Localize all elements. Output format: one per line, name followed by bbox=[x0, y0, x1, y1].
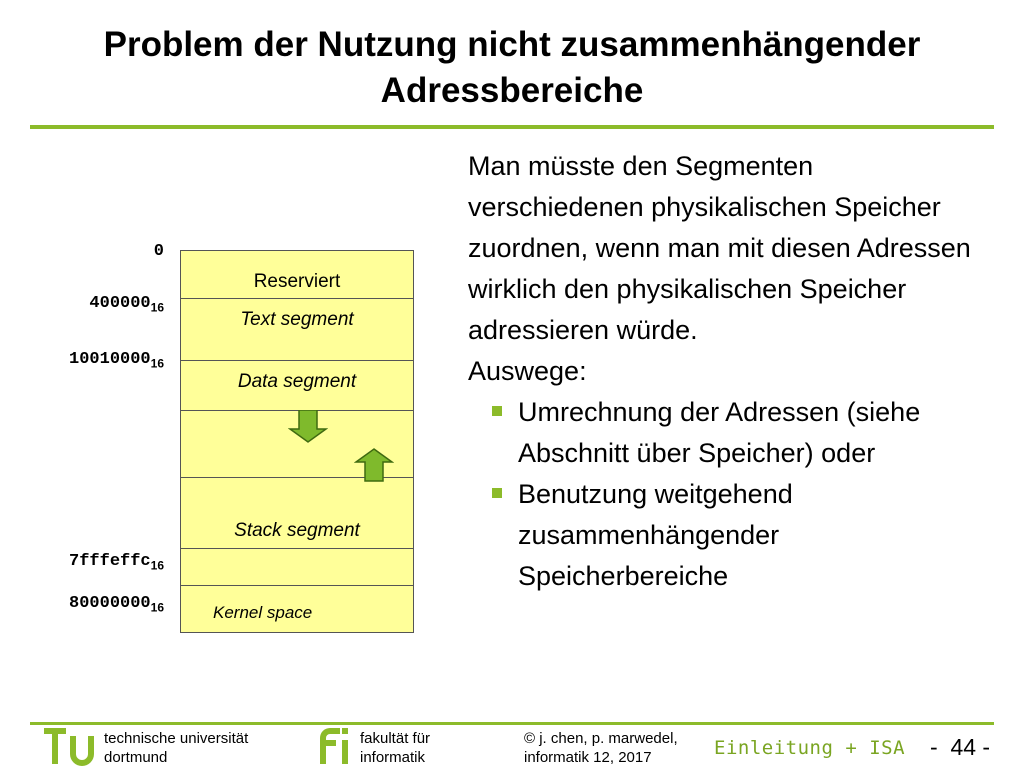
fi-logo-icon bbox=[310, 726, 356, 766]
square-bullet-icon bbox=[492, 406, 502, 416]
segment-divider bbox=[181, 360, 413, 361]
title-line-2: Adressbereiche bbox=[380, 71, 644, 110]
page-number: - 44 - bbox=[930, 734, 991, 760]
segment-reserviert: Reserviert bbox=[253, 271, 341, 292]
address-label-10010000: $10010000_{16}$ bbox=[69, 350, 164, 371]
title-divider bbox=[30, 125, 994, 129]
segment-stack: Stack segment bbox=[234, 520, 360, 541]
body-paragraph: Man müsste den Segmenten verschiedenen physikalischen Speicher zuordnen, wenn man mit diesen Adressen wirklich den physikalischen Speicher adressieren würde. bbox=[468, 151, 971, 345]
address-label-400000: $400000_{16}$ bbox=[89, 294, 164, 315]
faculty-name: fakultät für informatik bbox=[360, 730, 431, 766]
segment-divider bbox=[181, 585, 413, 586]
list-item: Benutzung weitgehend zusammenhängender Speicherbereiche bbox=[468, 474, 988, 597]
segment-data: Data segment bbox=[237, 371, 357, 392]
address-label-80000000: $80000000_{16}$ bbox=[69, 594, 164, 615]
segment-kernel: Kernel space bbox=[213, 603, 313, 622]
bullet-list bbox=[468, 392, 988, 597]
slide-title bbox=[0, 22, 1024, 114]
segment-text: Text segment bbox=[240, 309, 354, 330]
title-line-1: Problem der Nutzung nicht zusammenhängender bbox=[103, 25, 921, 64]
address-label-7fffeffc: 7fffeffc$_{16}$ bbox=[69, 552, 164, 573]
square-bullet-icon bbox=[492, 488, 502, 498]
arrow-up-icon bbox=[354, 448, 394, 482]
list-item: Umrechnung der Adressen (siehe Abschnitt über Speicher) oder bbox=[468, 392, 988, 474]
section-topic: Einleitung + ISA bbox=[714, 737, 906, 759]
copyright: © j. chen, p. marwedel, informatik 12, 2017 bbox=[524, 730, 678, 766]
body-label: Auswege: bbox=[468, 356, 587, 386]
university-name: technische universität dortmund bbox=[104, 730, 249, 766]
segment-divider bbox=[181, 298, 413, 299]
arrow-down-icon bbox=[288, 410, 328, 444]
footer-divider bbox=[30, 722, 994, 725]
address-label-0: 0 bbox=[153, 242, 164, 261]
slide-body bbox=[468, 146, 988, 597]
segment-divider bbox=[181, 548, 413, 549]
tu-logo-icon bbox=[44, 726, 98, 766]
